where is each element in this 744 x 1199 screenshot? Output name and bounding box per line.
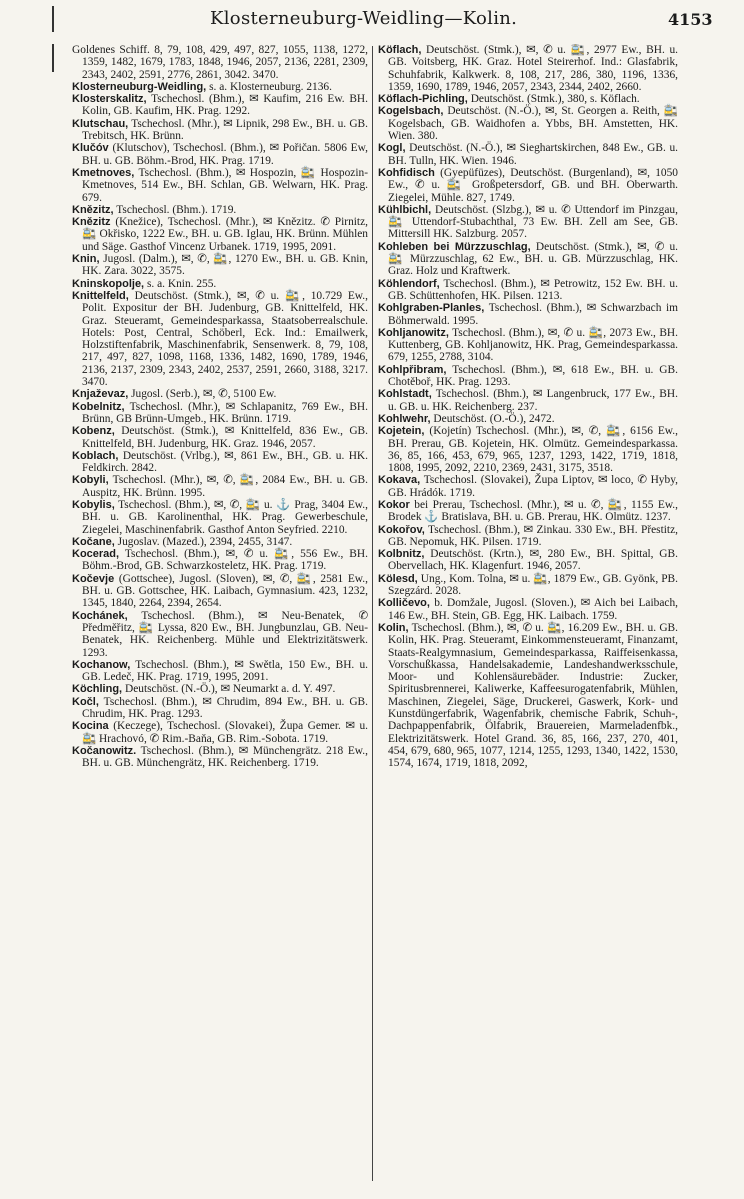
entry-headword: Klosterskalitz, bbox=[72, 93, 147, 106]
entry-headword: Köchling, bbox=[72, 683, 123, 696]
directory-entry bbox=[378, 44, 678, 93]
entry-headword: Knjaževaz, bbox=[72, 388, 129, 401]
directory-entry bbox=[378, 597, 678, 622]
entry-headword: Klutschau, bbox=[72, 117, 129, 130]
margin-rule bbox=[52, 6, 54, 32]
entry-text: Tschechosl. (Bhm.), ✉, ✆, 🚉 u. ⚓ Prag, 3404 Ew., BH. u. GB. Karolinenthal, HK. Prag. Gewerbeschule, Ziegelei, Maschinenfabrik. Gasthof Anton Seyfried. 2210. bbox=[82, 498, 368, 536]
entry-headword: Knin, bbox=[72, 253, 100, 266]
entry-text: (Gottschee), Jugosl. (Sloven), ✉, ✆, 🚉, 2581 Ew., BH. u. GB. Gottschee, HK. Laibach, Gymnasium. 423, 1232, 1345, 1840, 2264, 2394, 2654. bbox=[82, 572, 368, 610]
directory-entry bbox=[72, 118, 368, 143]
entry-text: Tschechosl. (Bhm.), ✉ Chrudim, 894 Ew., BH. u. GB. Chrudim, HK. Prag. 1293. bbox=[82, 695, 368, 721]
directory-entry bbox=[378, 425, 678, 474]
directory-entry bbox=[72, 548, 368, 573]
directory-entry bbox=[72, 425, 368, 450]
directory-entry bbox=[72, 659, 368, 684]
directory-entry bbox=[72, 290, 368, 388]
entry-text: Deutschöst. (N.-Ö.), ✉ Neumarkt a. d. Y. 497. bbox=[124, 683, 336, 696]
entry-text: Tschechosl. (Mhr.), ✉ Schlapanitz, 769 Ew., BH. Brünn, GB Brünn-Umgeb., HK. Brünn. 1719. bbox=[82, 400, 368, 425]
directory-entry bbox=[378, 142, 678, 167]
entry-headword: Kohlstadt, bbox=[378, 388, 432, 401]
entry-text: Deutschöst. (Stmk.), ✉, ✆ u. 🚉, 10.729 Ew., Polit. Expositur der BH. Judenburg, GB. Knittelfeld, HK. Graz. Steueramt, Gemeindesparkassa, Staatsoberrealschule. Hotels: Post, Central, Schöberl, Eck. Ind.: Emailwerk, Holzstiftenfabrik, Maschinenfabrik, Sensenwerk. 8, 79, 108, 217, 497, 827, 1098, 1168, 1336, 1482, 1690, 1789, 1946, 2136, 2137, 2309, 2343, 2402, 2537, 2591, 2660, 3188, 3217. 3470. bbox=[82, 289, 368, 389]
directory-entry bbox=[72, 536, 368, 548]
directory-entry bbox=[378, 167, 678, 204]
entry-text: Deutschöst. (Stmk.), ✉ Knittelfeld, 836 Ew., GB. Knittelfeld, BH. Judenburg, HK. Graz. 1946, 2057. bbox=[82, 425, 368, 450]
directory-entry bbox=[72, 696, 368, 721]
directory-entry bbox=[72, 142, 368, 167]
entry-text: Deutschöst. (Vrlbg.), ✉, 861 Ew., BH., GB. u. HK. Feldkirch. 2842. bbox=[82, 449, 368, 475]
directory-entry bbox=[72, 745, 368, 770]
entry-headword: Kočane, bbox=[72, 535, 115, 548]
directory-entry bbox=[378, 388, 678, 413]
entry-text: b. Domžale, Jugosl. (Sloven.), ✉ Aich bei Laibach, 146 Ew., BH. Stein, GB. Egg, HK. Laibach. 1759. bbox=[388, 597, 678, 622]
entry-headword: Kohleben bei Mürzzuschlag, bbox=[378, 240, 531, 253]
entry-text: Tschechosl. (Bhm.). 1719. bbox=[116, 203, 237, 216]
column-divider bbox=[372, 46, 373, 1181]
entry-headword: Köflach-Pichling, bbox=[378, 93, 468, 106]
entry-text: Jugosl. (Serb.), ✉, ✆, 5100 Ew. bbox=[131, 388, 277, 401]
entry-text: Tschechosl. (Mhr.), ✉ Lipnik, 298 Ew., BH. u. GB. Trebitsch, HK. Brünn. bbox=[82, 117, 368, 143]
entry-headword: Kölesd, bbox=[378, 572, 418, 585]
entry-text: Deutschöst. (N.-Ö.), ✉ Sieghartskirchen, 848 Ew., GB. u. BH. Tulln, HK. Wien. 1946. bbox=[388, 142, 678, 167]
directory-entry bbox=[378, 204, 678, 241]
entry-text: Deutschöst. (N.-Ö.), ✉, St. Georgen a. Reith, 🚉 Kogelsbach, GB. Waidhofen a. Ybbs, BH. Amstetten, HK. Wien. 380. bbox=[388, 105, 678, 143]
directory-entry bbox=[72, 474, 368, 499]
entry-headword: Kokava, bbox=[378, 474, 421, 487]
directory-entry bbox=[72, 167, 368, 204]
entry-text: (Kojetín) Tschechosl. (Mhr.), ✉, ✆, 🚉, 6156 Ew., BH. Prerau, GB. Kojetein, HK. Olmütz. Gemeindesparkassa. 36, 85, 166, 453, 679, 965, 1237, 1293, 1422, 1719, 1818, 1808, 1995, 2092, 2210, 2369, 2431, 3175, 3518. bbox=[388, 425, 678, 475]
directory-entry bbox=[72, 93, 368, 118]
entry-headword: Kogelsbach, bbox=[378, 105, 444, 118]
entry-text: Tschechosl. (Bhm.), ✉ Neu-Benatek, ✆ Předměřitz, 🚉 Lyssa, 820 Ew., BH. Jungbunzlau, GB. Neu-Benatek, HK. Reichenberg. Mühle und Elektrizitätswerk. 1293. bbox=[82, 609, 368, 659]
directory-entry bbox=[378, 278, 678, 303]
entry-headword: Kobelnitz, bbox=[72, 400, 125, 413]
entry-headword: Klučóv bbox=[72, 142, 109, 155]
entry-headword: Kohlwehr, bbox=[378, 412, 431, 425]
running-header bbox=[0, 0, 744, 34]
directory-entry bbox=[72, 81, 368, 93]
entry-text: (Knežice), Tschechosl. (Mhr.), ✉ Knězitz. ✆ Pirnitz, 🚉 Okřisko, 1222 Ew., BH. u. GB. Iglau, HK. Brünn. Mühlen und Säge. Gasthof Vincenz Urbanek. 1719, 1995, 2091. bbox=[82, 216, 368, 253]
entry-text: Jugosl. (Dalm.), ✉, ✆, 🚉, 1270 Ew., BH. u. GB. Knin, HK. Zara. 3022, 3575. bbox=[82, 253, 368, 278]
entry-headword: Kočl, bbox=[72, 695, 99, 708]
entry-headword: Knittelfeld, bbox=[72, 289, 129, 302]
directory-entry bbox=[72, 388, 368, 400]
entry-text: Goldenes Schiff. 8, 79, 108, 429, 497, 827, 1055, 1138, 1272, 1359, 1482, 1679, 1783, 1848, 1946, 2057, 2136, 2281, 2309, 2343, 2402, 2591, 2776, 2861, 3042. 3470. bbox=[72, 44, 368, 81]
entry-text: bei Prerau, Tschechosl. (Mhr.), ✉ u. ✆, 🚉, 1155 Ew., Brodek ⚓ Bratislava, BH. u. GB. Prerau, HK. Olmütz. 1237. bbox=[388, 498, 678, 524]
entry-text: Jugoslav. (Mazed.), 2394, 2455, 3147. bbox=[117, 535, 293, 548]
entry-text: Tschechosl. (Bhm.), ✉ Petrowitz, 152 Ew. BH. u. GB. Schüttenhofen, HK. Pilsen. 1213. bbox=[388, 277, 678, 302]
entry-headword: Kohlpřibram, bbox=[378, 363, 447, 376]
directory-entry bbox=[378, 622, 678, 770]
entry-text: Tschechosl. (Bhm.), ✉ Langenbruck, 177 Ew., BH. u. GB. u. HK. Reichenberg. 237. bbox=[388, 388, 678, 413]
entry-headword: Kogl, bbox=[378, 142, 406, 155]
entry-headword: Kocerad, bbox=[72, 548, 120, 561]
directory-entry bbox=[378, 364, 678, 389]
entry-headword: Kokor bbox=[378, 498, 410, 511]
directory-entry bbox=[378, 474, 678, 499]
directory-entry bbox=[72, 720, 368, 745]
entry-text: (Keczege), Tschechosl. (Slovakei), Župa Gemer. ✉ u. 🚉 Hrachovó, ✆ Rim.-Baňa, GB. Rim.-Sobota. 1719. bbox=[82, 720, 368, 745]
entry-text: Deutschöst. (O.-Ö.), 2472. bbox=[433, 412, 555, 425]
entry-headword: Kobyli, bbox=[72, 474, 109, 487]
directory-entry bbox=[72, 253, 368, 278]
entry-text: Tschechosl. (Bhm.), ✉ Münchengrätz. 218 Ew., BH. u. GB. Münchengrätz, HK. Reichenberg. 1719. bbox=[82, 744, 368, 770]
entry-headword: Klosterneuburg-Weidling, bbox=[72, 80, 207, 93]
entry-headword: Knězitz bbox=[72, 216, 111, 229]
entry-text: Tschechosl. (Bhm.), ✉ Kaufim, 216 Ew. BH. Kolin, GB. Kaufim, HK. Prag. 1292. bbox=[82, 93, 368, 118]
directory-entry bbox=[378, 413, 678, 425]
directory-entry bbox=[378, 302, 678, 327]
entry-headword: Kmetnoves, bbox=[72, 166, 135, 179]
entry-text: Tschechosl. (Bhm.), ✉, ✆ u. 🚉, 16.209 Ew., BH. u. GB. Kolin, HK. Prag. Steueramt, Einkommensteueramt, Finanzamt, Staats-Realgymnasium, Gemeindesparkassa, Raiffeisenkassa, Vorschußkassa, Handelsakademie, Landeshandwerksschule, Moor- und Kohlensäurebäder. Industrie: Zucker, Spiritusbrennerei, Kaliwerke, Kaffeesurogatenfabrik, Mühlen, Maschinen, Ziegelei, Säge, Druckerei, Gaswerk, Kork- und Kunstdüngerfabrik, Wagenfabrik, chemische Fabrik, Schuh-, Dachpappenfabrik, Ölfabrik, Brauereien, Marmeladenfbk., Elektrizitätswerk. Hotel Grand. 36, 85, 166, 237, 270, 401, 454, 679, 680, 965, 1077, 1214, 1255, 1293, 1340, 1422, 1530, 1574, 1674, 1719, 1818, 2092, bbox=[388, 621, 678, 770]
entry-headword: Kolličevo, bbox=[378, 597, 430, 610]
entry-text: Deutschöst. (Stmk.), ✉, ✆ u. 🚉 Mürzzuschlag, 62 Ew., BH. u. GB. Mürzzuschlag, HK. Graz. Holz und Kraftwerk. bbox=[388, 240, 678, 278]
entry-headword: Kolbnitz, bbox=[378, 548, 425, 561]
directory-entry bbox=[72, 44, 368, 81]
entry-text: Tschechosl. (Bhm.), ✉, 618 Ew., BH. u. GB. Chotěboř, HK. Prag. 1293. bbox=[388, 363, 678, 389]
left-column bbox=[72, 44, 368, 1184]
entry-text: Deutschöst. (Krtn.), ✉, 280 Ew., BH. Spittal, GB. Obervellach, HK. Klagenfurt. 1946, 2057. bbox=[388, 548, 678, 573]
directory-entry bbox=[72, 573, 368, 610]
entry-text: s. a. Knin. 255. bbox=[146, 277, 217, 290]
entry-headword: Kobylis, bbox=[72, 498, 115, 511]
entry-text: Tschechosl. (Bhm.), ✉, ✆ u. 🚉, 556 Ew., BH. Böhm.-Brod, GB. Schwarzkosteletz, HK. Prag. 1719. bbox=[82, 548, 368, 573]
entry-text: (Gyepüfüzes), Deutschöst. (Burgenland), ✉, 1050 Ew., ✆ u. 🚉 Großpetersdorf, GB. und BH. Oberwarth. Ziegelei, Mühle. 827, 1749. bbox=[388, 166, 678, 204]
directory-entry bbox=[72, 450, 368, 475]
directory-entry bbox=[72, 401, 368, 426]
directory-entry bbox=[378, 105, 678, 142]
entry-headword: Köhlendorf, bbox=[378, 277, 440, 290]
directory-entry bbox=[378, 93, 678, 105]
entry-text: Ung., Kom. Tolna, ✉ u. 🚉, 1879 Ew., GB. Gyönk, PB. Szegzárd. 2028. bbox=[388, 572, 678, 598]
directory-entry bbox=[378, 524, 678, 549]
entry-text: Tschechosl. (Mhr.), ✉, ✆, 🚉, 2084 Ew., BH. u. GB. Auspitz, HK. Brünn. 1995. bbox=[82, 474, 368, 499]
entry-headword: Knězitz, bbox=[72, 203, 114, 216]
entry-text: Deutschöst. (Stmk.), ✉, ✆ u. 🚉, 2977 Ew., BH. u. GB. Voitsberg, HK. Graz. Hotel Steirerhof. Ind.: Glasfabrik, Schuhfabrik, Kalkwerk. 8, 108, 217, 286, 380, 1196, 1336, 1359, 1690, 1789, 1946, 2057, 2343, 2344, 2402, 2660. bbox=[388, 44, 678, 93]
entry-text: Deutschöst. (Slzbg.), ✉ u. ✆ Uttendorf im Pinzgau, 🚉 Uttendorf-Stubachthal, 73 Ew. BH. Zell am See, GB. Mittersill HK. Salzburg. 2057. bbox=[388, 203, 678, 241]
right-column bbox=[378, 44, 678, 1184]
entry-headword: Kočevje bbox=[72, 572, 115, 585]
directory-entry bbox=[378, 573, 678, 598]
entry-headword: Kninskopolje, bbox=[72, 277, 145, 290]
directory-entry bbox=[378, 327, 678, 364]
entry-text: (Klutschov), Tschechosl. (Bhm.), ✉ Pořičan. 5806 Ew, BH. u. GB. Böhm.-Brod, HK. Prag. 1719. bbox=[82, 142, 368, 167]
entry-headword: Köflach, bbox=[378, 44, 422, 56]
directory-entry bbox=[378, 241, 678, 278]
entry-text: Tschechosl. (Bhm.), ✉ Zinkau. 330 Ew., BH. Přestitz, GB. Nepomuk, HK. Pilsen. 1719. bbox=[388, 523, 678, 548]
directory-entry bbox=[378, 499, 678, 524]
entry-headword: Kolin, bbox=[378, 621, 409, 634]
entry-headword: Kohfidisch bbox=[378, 166, 435, 179]
directory-entry bbox=[72, 278, 368, 290]
entry-text: Tschechosl. (Bhm.), ✉ Schwarzbach im Böhmerwald. 1995. bbox=[388, 302, 678, 327]
entry-headword: Kocina bbox=[72, 720, 109, 733]
directory-entry bbox=[72, 610, 368, 659]
directory-entry bbox=[72, 216, 368, 253]
directory-entry bbox=[378, 548, 678, 573]
page-title: Klosterneuburg-Weidling—Kolin. bbox=[210, 8, 518, 29]
page-number: 4153 bbox=[668, 10, 713, 29]
directory-entry bbox=[72, 204, 368, 216]
entry-text: Deutschöst. (Stmk.), 380, s. Köflach. bbox=[470, 93, 640, 106]
entry-headword: Kobenz, bbox=[72, 425, 115, 438]
entry-text: Tschechosl. (Bhm.), ✉, ✆ u. 🚉, 2073 Ew., BH. Kuttenberg, GB. Kohljanowitz, HK. Prag, Gemeindesparkassa. 679, 1255, 2788, 3104. bbox=[388, 326, 678, 364]
entry-headword: Kochánek, bbox=[72, 609, 128, 622]
entry-text: Tschechosl. (Slovakei), Župa Liptov, ✉ loco, ✆ Hyby, GB. Hrádók. 1719. bbox=[388, 474, 678, 499]
directory-entry bbox=[72, 683, 368, 695]
entry-headword: Koblach, bbox=[72, 449, 119, 462]
entry-text: Tschechosl. (Bhm.), ✉ Hospozin, 🚉 Hospozin-Kmetnoves, 514 Ew., BH. Schlan, GB. Welwarn, HK. Prag. 679. bbox=[82, 166, 368, 204]
entry-text: s. a. Klosterneuburg. 2136. bbox=[209, 80, 332, 93]
entry-headword: Kojetein, bbox=[378, 425, 425, 438]
margin-rule-left bbox=[52, 44, 54, 72]
directory-entry bbox=[72, 499, 368, 536]
entry-headword: Kühlbichl, bbox=[378, 203, 432, 216]
entry-headword: Kohlgraben-Planles, bbox=[378, 302, 485, 315]
entry-headword: Kočanowitz. bbox=[72, 744, 137, 757]
entry-text: Tschechosl. (Bhm.), ✉ Swětla, 150 Ew., BH. u. GB. Ledeč, HK. Prag. 1719, 1995, 2091. bbox=[82, 658, 368, 684]
entry-headword: Kokořov, bbox=[378, 523, 425, 536]
entry-headword: Kochanow, bbox=[72, 658, 131, 671]
entry-headword: Kohljanowitz, bbox=[378, 326, 449, 339]
